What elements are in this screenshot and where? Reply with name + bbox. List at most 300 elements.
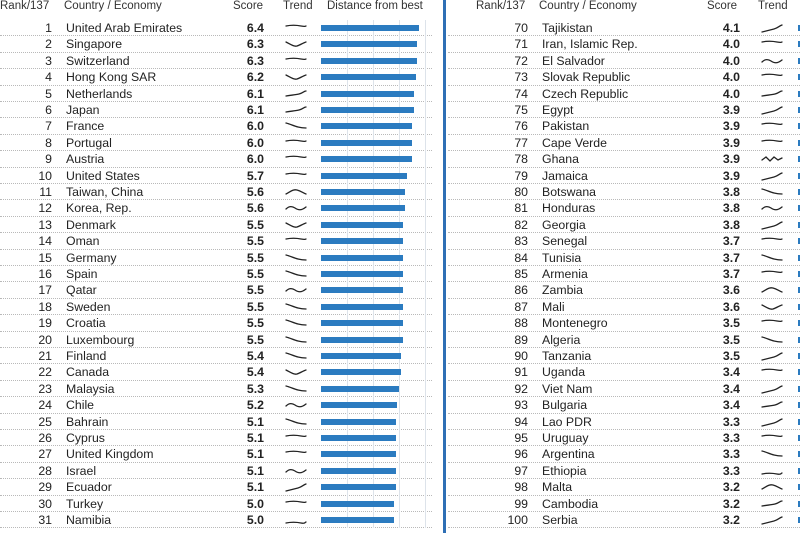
trend-line — [286, 238, 306, 239]
score-cell: 3.2 — [722, 480, 740, 495]
bar-gridline — [425, 135, 426, 151]
economy-cell: Cambodia — [542, 496, 599, 511]
score-cell: 6.3 — [246, 37, 264, 52]
trend-line — [762, 419, 782, 426]
trend-line — [762, 305, 782, 309]
economy-cell: Japan — [66, 103, 100, 117]
trend-line — [286, 484, 306, 491]
score-cell: 3.4 — [722, 398, 740, 413]
economy-cell: El Salvador — [542, 53, 605, 68]
rank-cell: 92 — [514, 381, 528, 396]
economy-cell: Georgia — [542, 217, 586, 232]
economy-cell: Taiwan, China — [66, 185, 144, 199]
bar-gridline — [425, 463, 426, 479]
score-cell: 6.0 — [246, 119, 264, 134]
economy-cell: Spain — [66, 267, 98, 281]
rank-cell: 79 — [514, 168, 528, 183]
economy-cell: Bahrain — [66, 414, 109, 429]
bar-gridline — [425, 397, 426, 413]
bar-track — [321, 463, 425, 479]
distance-bar — [321, 140, 412, 146]
rank-cell: 31 — [38, 513, 52, 527]
trend-sparkline — [761, 251, 783, 265]
economy-cell: Serbia — [542, 513, 578, 527]
economy-cell: Netherlands — [66, 86, 133, 101]
table-row — [448, 512, 800, 528]
score-cell: 3.6 — [722, 299, 740, 314]
trend-line — [286, 452, 306, 453]
header-economy: Country / Economy — [539, 0, 637, 12]
score-cell: 5.0 — [246, 513, 264, 527]
economy-cell: Czech Republic — [542, 86, 629, 101]
table-row — [0, 430, 432, 446]
trend-sparkline — [285, 513, 307, 527]
bar-gridline — [399, 496, 400, 512]
table-row — [448, 414, 800, 430]
distance-bar — [321, 238, 403, 244]
table-row — [0, 496, 432, 512]
rank-cell: 14 — [38, 234, 52, 249]
rank-cell: 82 — [514, 217, 528, 232]
table-row — [0, 512, 432, 528]
header-score: Score — [707, 0, 738, 12]
score-cell: 3.6 — [722, 283, 740, 298]
bar-track — [321, 364, 425, 380]
trend-sparkline — [761, 300, 783, 314]
trend-line — [286, 320, 306, 325]
trend-sparkline — [285, 464, 307, 478]
score-cell: 4.0 — [722, 37, 740, 52]
trend-sparkline — [285, 267, 307, 281]
trend-sparkline — [285, 349, 307, 363]
table-row — [0, 299, 432, 315]
table-row — [0, 397, 432, 413]
trend-line — [286, 140, 306, 141]
score-cell: 5.2 — [246, 398, 264, 413]
bar-track — [321, 233, 425, 249]
economy-cell: United States — [66, 168, 140, 183]
score-cell: 5.5 — [246, 299, 264, 314]
table-row — [448, 397, 800, 413]
header-distance: Distance from best — [327, 0, 423, 12]
rank-cell: 19 — [38, 316, 52, 331]
distance-bar — [321, 304, 403, 310]
score-cell: 3.2 — [722, 496, 740, 511]
bar-gridline — [425, 184, 426, 200]
table-row — [0, 348, 432, 364]
rank-cell: 26 — [38, 431, 52, 445]
bar-gridline — [425, 446, 426, 462]
bar-track — [321, 397, 425, 413]
economy-cell: Slovak Republic — [542, 70, 631, 85]
economy-cell: Malta — [542, 480, 573, 495]
table-row — [448, 348, 800, 364]
rank-cell: 99 — [514, 496, 528, 511]
economy-cell: Honduras — [542, 201, 596, 216]
trend-sparkline — [761, 382, 783, 396]
economy-cell: Jamaica — [542, 168, 588, 183]
trend-line — [762, 91, 782, 96]
trend-sparkline — [285, 218, 307, 232]
header-trend: Trend — [283, 0, 313, 12]
rank-cell: 73 — [514, 70, 528, 85]
trend-sparkline — [285, 201, 307, 215]
table-row — [448, 299, 800, 315]
economy-cell: United Arab Emirates — [66, 21, 183, 35]
table-row — [448, 69, 800, 85]
trend-sparkline — [285, 251, 307, 265]
table-row — [448, 86, 800, 102]
bar-gridline — [425, 266, 426, 282]
bar-gridline — [425, 364, 426, 380]
distance-bar — [321, 468, 396, 474]
table-row — [0, 250, 432, 266]
table-row — [0, 151, 432, 167]
rank-cell: 94 — [514, 414, 528, 429]
trend-sparkline — [761, 316, 783, 330]
score-cell: 3.5 — [722, 349, 740, 363]
bar-track — [321, 135, 425, 151]
economy-cell: Sweden — [66, 299, 111, 314]
score-cell: 4.0 — [722, 53, 740, 68]
trend-line — [762, 157, 782, 161]
trend-sparkline — [285, 431, 307, 445]
trend-sparkline — [761, 497, 783, 511]
score-cell: 3.3 — [722, 414, 740, 429]
trend-line — [286, 91, 306, 96]
table-row — [448, 20, 800, 36]
trend-line — [762, 238, 782, 239]
score-cell: 5.4 — [246, 365, 264, 380]
bar-gridline — [425, 69, 426, 85]
bar-gridline — [425, 118, 426, 134]
bar-gridline — [425, 168, 426, 184]
table-row — [448, 233, 800, 249]
economy-cell: Mali — [542, 299, 565, 314]
bar-gridline — [425, 414, 426, 430]
trend-line — [762, 435, 782, 436]
header-rank: Rank/137 — [476, 0, 526, 12]
trend-sparkline — [761, 119, 783, 133]
bar-gridline — [425, 282, 426, 298]
bar-gridline — [425, 86, 426, 102]
distance-bar — [321, 501, 394, 507]
bar-gridline — [399, 414, 400, 430]
trend-sparkline — [285, 398, 307, 412]
bar-gridline — [425, 36, 426, 52]
economy-cell: Namibia — [66, 513, 112, 527]
table-row — [0, 446, 432, 462]
distance-bar — [321, 58, 417, 64]
economy-cell: Armenia — [542, 267, 588, 281]
trend-sparkline — [761, 152, 783, 166]
rank-cell: 6 — [45, 103, 52, 117]
economy-cell: Oman — [66, 234, 100, 249]
rank-cell: 1 — [45, 21, 52, 35]
bar-gridline — [399, 479, 400, 495]
score-cell: 5.1 — [246, 480, 264, 495]
trend-line — [286, 353, 306, 358]
trend-line — [762, 288, 782, 292]
bar-gridline — [425, 381, 426, 397]
economy-cell: Ethiopia — [542, 463, 587, 478]
economy-cell: Lao PDR — [542, 414, 592, 429]
score-cell: 5.1 — [246, 447, 264, 462]
score-cell: 3.7 — [722, 234, 740, 249]
rank-cell: 30 — [38, 496, 52, 511]
trend-sparkline — [761, 431, 783, 445]
rank-cell: 28 — [38, 463, 52, 478]
trend-sparkline — [761, 169, 783, 183]
score-cell: 3.7 — [722, 250, 740, 265]
trend-line — [286, 370, 306, 374]
rank-cell: 5 — [45, 86, 52, 101]
trend-sparkline — [285, 480, 307, 494]
trend-sparkline — [761, 267, 783, 281]
bar-track — [321, 168, 425, 184]
bar-gridline — [425, 479, 426, 495]
distance-bar — [321, 255, 403, 261]
distance-bar — [321, 91, 414, 97]
bar-track — [321, 102, 425, 118]
trend-line — [286, 271, 306, 276]
trend-sparkline — [285, 333, 307, 347]
bar-track — [321, 250, 425, 266]
bar-track — [321, 151, 425, 167]
trend-line — [286, 469, 306, 472]
rank-cell: 98 — [514, 480, 528, 495]
score-cell: 5.1 — [246, 431, 264, 445]
trend-sparkline — [285, 382, 307, 396]
trend-line — [286, 207, 306, 210]
score-cell: 5.7 — [246, 168, 264, 183]
rank-cell: 8 — [45, 135, 52, 150]
table-row — [0, 479, 432, 495]
trend-sparkline — [285, 169, 307, 183]
economy-cell: Croatia — [66, 316, 106, 331]
score-cell: 5.1 — [246, 414, 264, 429]
score-cell: 5.5 — [246, 332, 264, 347]
economy-cell: Tanzania — [542, 349, 592, 363]
table-row — [448, 217, 800, 233]
economy-cell: Tajikistan — [542, 21, 593, 35]
economy-cell: Algeria — [542, 332, 581, 347]
table-row — [0, 364, 432, 380]
trend-line — [286, 404, 306, 407]
bar-track — [321, 282, 425, 298]
trend-line — [286, 386, 306, 391]
trend-line — [762, 255, 782, 260]
rank-cell: 85 — [514, 267, 528, 281]
bar-track — [321, 118, 425, 134]
table-row — [0, 184, 432, 200]
score-cell: 3.5 — [722, 332, 740, 347]
rank-cell: 17 — [38, 283, 52, 298]
bar-track — [321, 381, 425, 397]
trend-line — [762, 173, 782, 180]
trend-line — [762, 124, 782, 125]
rank-cell: 20 — [38, 332, 52, 347]
rank-cell: 25 — [38, 414, 52, 429]
table-row — [0, 168, 432, 184]
trend-sparkline — [761, 283, 783, 297]
bar-track — [321, 430, 425, 446]
table-row — [448, 250, 800, 266]
trend-sparkline — [761, 349, 783, 363]
bar-gridline — [425, 200, 426, 216]
economy-cell: Portugal — [66, 135, 112, 150]
economy-cell: Germany — [66, 250, 117, 265]
table-row — [448, 151, 800, 167]
economy-cell: Ecuador — [66, 480, 112, 495]
distance-bar — [321, 484, 396, 490]
table-row — [0, 69, 432, 85]
trend-line — [286, 522, 306, 523]
table-row — [0, 282, 432, 298]
distance-bar — [321, 205, 405, 211]
bar-gridline — [425, 233, 426, 249]
table-row — [448, 102, 800, 118]
trend-sparkline — [285, 300, 307, 314]
bar-gridline — [425, 151, 426, 167]
rank-cell: 7 — [45, 119, 52, 134]
trend-sparkline — [285, 365, 307, 379]
trend-line — [286, 223, 306, 227]
table-row — [448, 135, 800, 151]
table-row — [448, 496, 800, 512]
table-row — [448, 364, 800, 380]
trend-sparkline — [285, 37, 307, 51]
economy-cell: Tunisia — [542, 250, 582, 265]
bar-track — [321, 332, 425, 348]
distance-bar — [321, 74, 416, 80]
rank-cell: 84 — [514, 250, 528, 265]
rank-cell: 10 — [38, 168, 52, 183]
bar-track — [321, 496, 425, 512]
table-row — [0, 200, 432, 216]
rank-cell: 96 — [514, 447, 528, 462]
header-rank: Rank/137 — [0, 0, 50, 12]
trend-line — [762, 25, 782, 32]
score-cell: 6.3 — [246, 53, 264, 68]
rank-cell: 29 — [38, 480, 52, 495]
table-row — [448, 184, 800, 200]
bar-track — [321, 299, 425, 315]
trend-sparkline — [285, 21, 307, 35]
trend-line — [286, 75, 306, 79]
trend-sparkline — [761, 333, 783, 347]
trend-line — [762, 517, 782, 524]
economy-cell: Canada — [66, 365, 110, 380]
table-row — [0, 233, 432, 249]
trend-line — [286, 107, 306, 112]
bar-track — [321, 53, 425, 69]
score-cell: 5.5 — [246, 234, 264, 249]
trend-sparkline — [285, 234, 307, 248]
bar-track — [321, 414, 425, 430]
distance-bar — [321, 353, 401, 359]
score-cell: 3.4 — [722, 365, 740, 380]
score-cell: 3.3 — [722, 463, 740, 478]
trend-sparkline — [761, 201, 783, 215]
distance-bar — [321, 107, 414, 113]
trend-sparkline — [761, 21, 783, 35]
rank-cell: 11 — [39, 185, 52, 199]
trend-sparkline — [285, 119, 307, 133]
trend-sparkline — [761, 185, 783, 199]
trend-line — [762, 74, 782, 75]
economy-cell: Uganda — [542, 365, 586, 380]
trend-sparkline — [761, 70, 783, 84]
rank-cell: 22 — [38, 365, 52, 380]
trend-line — [286, 123, 306, 128]
score-cell: 5.4 — [246, 349, 264, 363]
score-cell: 3.7 — [722, 267, 740, 281]
bar-track — [321, 479, 425, 495]
score-cell: 3.9 — [722, 103, 740, 117]
rank-cell: 27 — [38, 447, 52, 462]
rank-cell: 16 — [38, 267, 52, 281]
table-row — [448, 463, 800, 479]
bar-gridline — [425, 315, 426, 331]
score-cell: 6.0 — [246, 152, 264, 167]
trend-line — [286, 58, 306, 59]
bar-gridline — [399, 430, 400, 446]
trend-sparkline — [761, 218, 783, 232]
score-cell: 6.1 — [246, 86, 264, 101]
trend-sparkline — [285, 447, 307, 461]
table-row — [448, 332, 800, 348]
bar-gridline — [425, 299, 426, 315]
economy-cell: Egypt — [542, 103, 574, 117]
trend-sparkline — [285, 185, 307, 199]
economy-cell: Switzerland — [66, 53, 130, 68]
rank-cell: 21 — [38, 349, 52, 363]
trend-line — [286, 501, 306, 502]
economy-cell: Ghana — [542, 152, 579, 167]
trend-line — [762, 320, 782, 321]
table-row — [448, 53, 800, 69]
trend-line — [286, 337, 306, 342]
table-row — [0, 266, 432, 282]
trend-sparkline — [285, 70, 307, 84]
trend-line — [762, 501, 782, 506]
bar-track — [321, 184, 425, 200]
trend-sparkline — [285, 103, 307, 117]
bar-gridline — [425, 102, 426, 118]
table-row — [0, 315, 432, 331]
table-row — [448, 266, 800, 282]
rank-cell: 95 — [514, 431, 528, 445]
economy-cell: United Kingdom — [66, 447, 154, 462]
bar-gridline — [399, 397, 400, 413]
score-cell: 5.1 — [246, 463, 264, 478]
trend-line — [286, 435, 306, 436]
rank-cell: 88 — [514, 316, 528, 331]
rank-cell: 12 — [38, 201, 52, 216]
economy-cell: Korea, Rep. — [66, 201, 132, 216]
trend-line — [286, 42, 306, 46]
trend-sparkline — [285, 54, 307, 68]
bar-track — [321, 20, 425, 36]
rank-cell: 2 — [45, 37, 52, 52]
table-row — [0, 217, 432, 233]
table-row — [0, 36, 432, 52]
distance-bar — [321, 123, 412, 129]
bar-gridline — [425, 20, 426, 36]
panel-divider — [443, 0, 446, 533]
bar-gridline — [425, 217, 426, 233]
